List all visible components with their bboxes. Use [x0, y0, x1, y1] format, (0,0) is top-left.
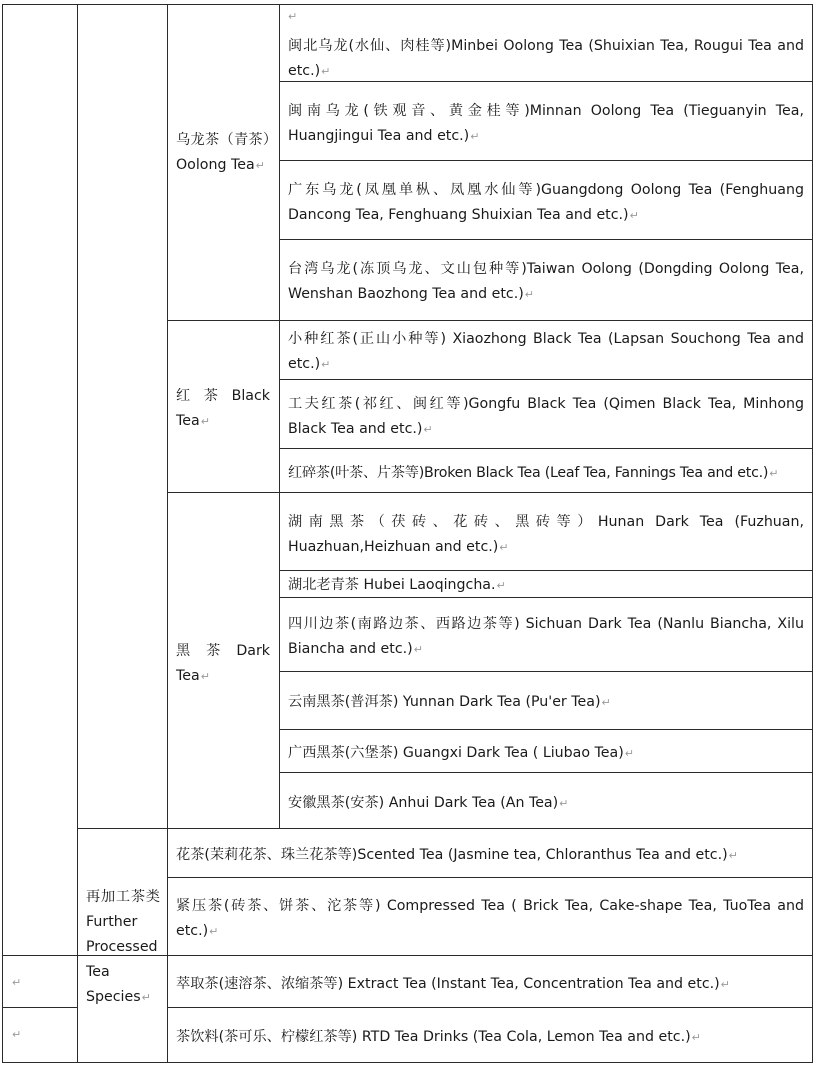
return-mark-empty-cell: ↵: [12, 1028, 22, 1041]
table-line: [2, 1062, 813, 1063]
table-line: [279, 729, 813, 730]
table-line: [2, 1007, 78, 1008]
table-line: [279, 772, 813, 773]
return-mark-top: ↵: [288, 10, 298, 23]
table-line: [279, 160, 813, 161]
table-line: [279, 239, 813, 240]
table-line: [167, 4, 168, 828]
row-rtd-tea-drinks: 茶饮料(茶可乐、柠檬红茶等) RTD Tea Drinks (Tea Cola, Lemon Tea and etc.)↵: [176, 1029, 701, 1045]
table-line: [279, 379, 813, 380]
row-hubei-dark: 湖北老青茶 Hubei Laoqingcha.↵: [288, 577, 506, 593]
table-line: [77, 4, 78, 1063]
table-line: [279, 4, 280, 828]
row-sichuan-dark: 四川边茶(南路边茶、西路边茶等) Sichuan Dark Tea (Nanlu Biancha, Xilu Biancha and etc.)↵: [288, 616, 804, 657]
table-line: [167, 828, 168, 1063]
row-yunnan-dark: 云南黑茶(普洱茶) Yunnan Dark Tea (Pu'er Tea)↵: [288, 694, 611, 710]
category-dark: 黑 茶 Dark Tea↵: [176, 643, 270, 684]
row-hunan-dark: 湖南黑茶（茯砖、花砖、黑砖等）Hunan Dark Tea (Fuzhuan, Huazhuan,Heizhuan and etc.)↵: [288, 514, 804, 555]
row-extract-tea: 萃取茶(速溶茶、浓缩茶等) Extract Tea (Instant Tea, Concentration Tea and etc.)↵: [176, 976, 730, 992]
table-line: [167, 492, 813, 493]
table-line: [812, 4, 813, 1063]
table-line: [2, 4, 3, 1063]
table-line: [167, 320, 813, 321]
table-line: [167, 1007, 813, 1008]
row-xiaozhong-black: 小种红茶(正山小种等) Xiaozhong Black Tea (Lapsan Souchong Tea and etc.)↵: [288, 331, 804, 372]
row-guangxi-dark: 广西黑茶(六堡茶) Guangxi Dark Tea ( Liubao Tea)↵: [288, 745, 634, 761]
row-minnan-oolong: 闽南乌龙(铁观音、黄金桂等)Minnan Oolong Tea (Tieguanyin Tea, Huangjingui Tea and etc.)↵: [288, 103, 804, 144]
table-line: [167, 877, 813, 878]
row-guangdong-oolong: 广东乌龙(凤凰单枞、凤凰水仙等)Guangdong Oolong Tea (Fenghuang Dancong Tea, Fenghuang Shuixian Tea and etc.)↵: [288, 182, 804, 223]
category-oolong: 乌龙茶（青茶）Oolong Tea↵: [176, 132, 270, 173]
row-anhui-dark: 安徽黑茶(安茶) Anhui Dark Tea (An Tea)↵: [288, 795, 569, 811]
row-broken-black: 红碎茶(叶茶、片茶等)Broken Black Tea (Leaf Tea, Fannings Tea and etc.)↵: [288, 465, 779, 481]
row-gongfu-black: 工夫红茶(祁红、闽红等)Gongfu Black Tea (Qimen Black Tea, Minhong Black Tea and etc.)↵: [288, 396, 804, 437]
table-line: [279, 671, 813, 672]
table-line: [279, 448, 813, 449]
category-black: 红 茶 Black Tea↵: [176, 388, 270, 429]
table-line: [279, 570, 813, 571]
row-taiwan-oolong: 台湾乌龙(冻顶乌龙、文山包种等)Taiwan Oolong (Dongding Oolong Tea, Wenshan Baozhong Tea and etc.)↵: [288, 261, 804, 302]
row-scented-tea: 花茶(茉莉花茶、珠兰花茶等)Scented Tea (Jasmine tea, Chloranthus Tea and etc.)↵: [176, 847, 738, 863]
row-minbei-oolong: 闽北乌龙(水仙、肉桂等)Minbei Oolong Tea (Shuixian Tea, Rougui Tea and etc.)↵: [288, 38, 804, 79]
category-further-processed: 再加工茶类 Further Processed Tea Species↵: [86, 889, 160, 1005]
table-line: [2, 4, 813, 5]
row-compressed-tea: 紧压茶(砖茶、饼茶、沱茶等) Compressed Tea ( Brick Tea, Cake-shape Tea, TuoTea and etc.)↵: [176, 898, 804, 939]
table-line: [77, 828, 813, 829]
return-mark-empty-cell: ↵: [12, 976, 22, 989]
